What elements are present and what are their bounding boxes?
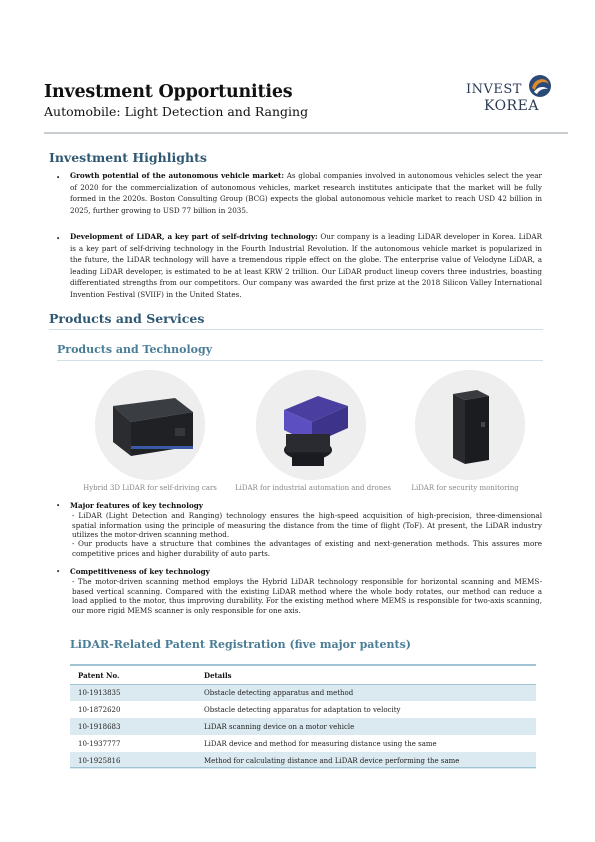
patent-no-cell: 10-1913835 <box>70 684 196 701</box>
patent-details-cell: Obstacle detecting apparatus and method <box>196 684 536 701</box>
highlight-lead-2: Development of LiDAR, a key part of self-driving technology: <box>70 232 318 241</box>
product-image-hybrid-lidar <box>95 370 205 480</box>
logo-text-invest: INVEST <box>466 82 522 97</box>
patent-details-cell: Method for calculating distance and LiDAR device performing the same <box>196 752 536 769</box>
highlight-lead-1: Growth potential of the autonomous vehicle market: <box>70 171 285 180</box>
table-row <box>70 718 536 735</box>
patent-details-cell: LiDAR device and method for measuring distance using the same <box>204 739 437 748</box>
header-divider <box>44 132 568 134</box>
patent-table <box>70 667 536 769</box>
document-header <box>0 0 595 140</box>
patent-details-cell: LiDAR scanning device on a motor vehicle <box>196 718 536 735</box>
patent-no-cell: 10-1937777 <box>78 739 121 748</box>
product-caption-3: LiDAR for security monitoring <box>411 484 519 492</box>
lidar-cube-icon <box>95 370 205 480</box>
subsection-divider <box>57 360 543 361</box>
lidar-tower-icon <box>415 370 525 480</box>
bullet-icon: • <box>56 173 61 182</box>
table-header-row <box>70 667 536 684</box>
section-heading-highlights: Investment Highlights <box>49 150 207 165</box>
lidar-scanner-icon <box>256 370 366 480</box>
table-bottom-rule <box>70 767 536 768</box>
table-top-rule <box>70 664 536 666</box>
table-row <box>70 684 536 701</box>
patent-no-cell: 10-1872620 <box>78 705 121 714</box>
bullet-icon: • <box>56 234 61 243</box>
feature-line-2-1: - The motor-driven scanning method employs the Hybrid LiDAR technology responsible for horizontal scanning and MEMS-based vertical scanning. Compared with the existing LiDAR method where the whole body rotates, our method can reduce a load applied to the motor, thus improving durability. For the existing method where MEMS is responsible for two-axis scanning, our more rigid MEMS scanner is only responsible for one axis. <box>72 577 542 615</box>
highlight-paragraph-2 <box>70 231 542 301</box>
feature-line-1-2: - Our products have a structure that combines the advantages of existing and next-generation methods. This assures more competitive prices and higher durability of auto parts. <box>72 539 542 558</box>
table-row <box>70 735 536 752</box>
section-heading-products: Products and Services <box>49 311 205 326</box>
feature-heading-2: Competitiveness of key technology <box>70 567 210 576</box>
section-divider <box>49 329 543 330</box>
document-title: Investment Opportunities <box>44 82 293 102</box>
patent-no-cell: 10-1918683 <box>70 718 196 735</box>
column-header-patent-no: Patent No. <box>70 667 196 684</box>
invest-korea-logo <box>466 74 556 120</box>
product-caption-1: Hybrid 3D LiDAR for self-driving cars <box>83 484 217 492</box>
subheading-products-technology: Products and Technology <box>57 343 213 356</box>
bullet-icon: • <box>56 567 61 576</box>
logo-text-korea: KOREA <box>484 98 539 114</box>
feature-heading-1: Major features of key technology <box>70 501 203 510</box>
feature-line-1-1: - LiDAR (Light Detection and Ranging) technology ensures the high-speed acquisition of high-precision, three-dimensional spatial information using the principle of measuring the distance from the time of flight (ToF). At present, the LiDAR industry utilizes the motor-driven scanning method. <box>72 511 542 540</box>
bullet-icon: • <box>56 501 61 510</box>
highlight-text-2: Our company is a leading LiDAR developer in Korea. LiDAR is a key part of self-driving technology in the Fourth Industrial Revolution. If the autonomous vehicle market is popularized in the future, the LiDAR technology will have a tremendous ripple effect on the globe. The enterprise value of Velodyne LiDAR, a leading LiDAR developer, is estimated to be at least KRW 2 trillion. Our LiDAR product lineup covers three industries, boasting differentiated strengths from our competitors. Our company was awarded the first prize at the 2018 Silicon Valley International Invention Festival (SVIIF) in the United States. <box>70 232 543 299</box>
column-header-details: Details <box>196 667 536 684</box>
product-image-security-lidar <box>415 370 525 480</box>
product-image-industrial-lidar <box>256 370 366 480</box>
patent-no-cell: 10-1925816 <box>70 752 196 769</box>
subheading-patents: LiDAR-Related Patent Registration (five major patents) <box>70 638 411 651</box>
product-caption-2: LiDAR for industrial automation and drones <box>235 484 391 492</box>
document-subtitle: Automobile: Light Detection and Ranging <box>44 104 309 119</box>
patent-details-cell: Obstacle detecting apparatus for adaptation to velocity <box>204 705 401 714</box>
logo-swirl-icon <box>528 74 552 98</box>
highlight-text-1: As global companies involved in autonomous vehicles select the year of 2020 for the commercialization of autonomous vehicles, market research institutes anticipate that the market will be fully formed in the 2020s. Boston Consulting Group (BCG) expects the global autonomous vehicle market to reach USD 42 billion in 2025, further growing to USD 77 billion in 2035. <box>70 171 542 215</box>
highlight-paragraph-1 <box>70 170 542 216</box>
table-row <box>70 701 536 718</box>
